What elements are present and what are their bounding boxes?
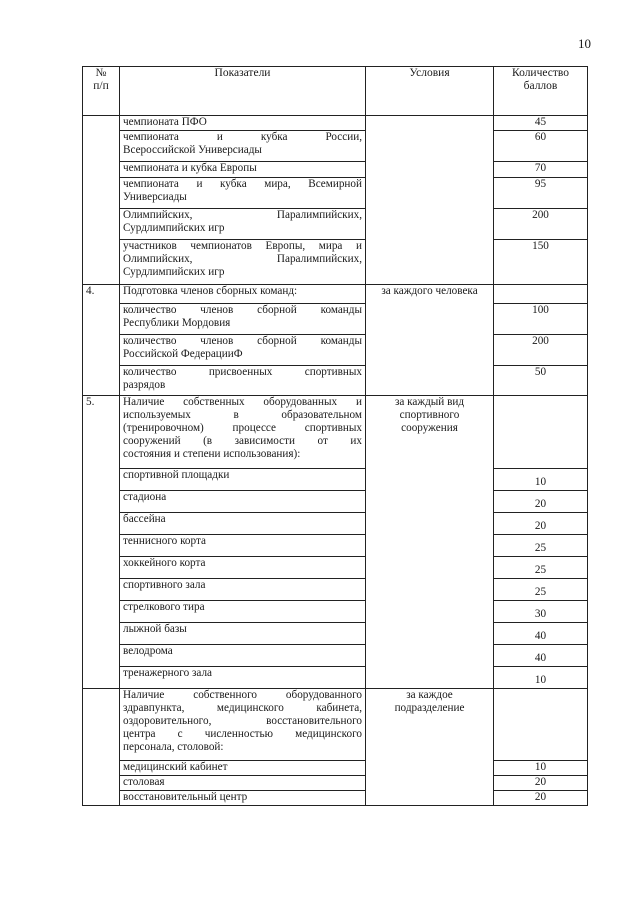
indicator-cell: спортивной площадки	[120, 469, 366, 491]
score-cell: 50	[494, 366, 588, 396]
table-row	[83, 469, 588, 491]
table-row	[83, 335, 588, 366]
score-cell: 10	[494, 667, 588, 689]
indicator-cell: Подготовка членов сборных команд:	[120, 285, 366, 304]
indicator-cell: чемпионата и кубка Европы	[120, 162, 366, 178]
score-cell: 40	[494, 645, 588, 667]
table-row	[83, 116, 588, 131]
condition-cell-empty	[366, 116, 494, 285]
indicator-cell: спортивного зала	[120, 579, 366, 601]
indicator-cell: велодрома	[120, 645, 366, 667]
table-row	[83, 240, 588, 285]
table-row	[83, 601, 588, 623]
indicator-cell: стадиона	[120, 491, 366, 513]
table-row	[83, 513, 588, 535]
table-row	[83, 791, 588, 806]
table-row	[83, 366, 588, 396]
table-row	[83, 557, 588, 579]
table-row	[83, 178, 588, 209]
header-num: № п/п	[83, 67, 120, 116]
table-row-group-6-title	[83, 689, 588, 761]
header-indicator: Показатели	[120, 67, 366, 116]
score-cell: 10	[494, 469, 588, 491]
table-row	[83, 579, 588, 601]
table-row	[83, 645, 588, 667]
scores-table	[82, 66, 588, 806]
indicator-cell: чемпионата и кубка России, Всероссийской Универсиады	[120, 131, 366, 162]
indicator-cell: чемпионата ПФО	[120, 116, 366, 131]
num-cell-empty	[83, 116, 120, 285]
table-row-group-4-title	[83, 285, 588, 304]
indicator-cell: Наличие собственного оборудованного здравпункта, медицинского кабинета, оздоровительного, восстановительного центра с численностью медицинского персонала, столовой:	[120, 689, 366, 761]
header-score: Количество баллов	[494, 67, 588, 116]
table-row	[83, 131, 588, 162]
score-cell: 10	[494, 761, 588, 776]
score-cell: 95	[494, 178, 588, 209]
table-row	[83, 304, 588, 335]
indicator-cell: лыжной базы	[120, 623, 366, 645]
table-row	[83, 491, 588, 513]
score-cell: 20	[494, 791, 588, 806]
indicator-cell: количество членов сборной команды Российской ФедерацииФ	[120, 335, 366, 366]
page-number: 10	[578, 36, 591, 51]
indicator-cell: Олимпийских, Паралимпийских, Сурдлимпийских игр	[120, 209, 366, 240]
score-cell: 40	[494, 623, 588, 645]
score-cell: 25	[494, 579, 588, 601]
score-cell: 45	[494, 116, 588, 131]
indicator-cell: теннисного корта	[120, 535, 366, 557]
score-cell: 100	[494, 304, 588, 335]
score-cell: 25	[494, 557, 588, 579]
indicator-cell: медицинский кабинет	[120, 761, 366, 776]
table-row	[83, 162, 588, 178]
condition-cell: за каждого человека	[366, 285, 494, 396]
indicator-cell: тренажерного зала	[120, 667, 366, 689]
table-row	[83, 623, 588, 645]
indicator-cell: стрелкового тира	[120, 601, 366, 623]
num-cell: 5.	[83, 396, 120, 689]
table-row	[83, 209, 588, 240]
score-cell: 20	[494, 491, 588, 513]
num-cell: 4.	[83, 285, 120, 396]
indicator-cell: бассейна	[120, 513, 366, 535]
score-cell-empty	[494, 396, 588, 469]
indicator-cell: количество членов сборной команды Республики Мордовия	[120, 304, 366, 335]
table-row-group-5-title	[83, 396, 588, 469]
condition-cell: за каждое подразделение	[366, 689, 494, 806]
indicator-cell: участников чемпионатов Европы, мира и Олимпийских, Паралимпийских, Сурдлимпийских игр	[120, 240, 366, 285]
score-cell: 25	[494, 535, 588, 557]
score-cell: 20	[494, 513, 588, 535]
header-conditions: Условия	[366, 67, 494, 116]
score-cell-empty	[494, 285, 588, 304]
score-cell: 60	[494, 131, 588, 162]
table-row	[83, 776, 588, 791]
num-cell-empty	[83, 689, 120, 806]
score-cell: 30	[494, 601, 588, 623]
table-row	[83, 535, 588, 557]
score-cell: 20	[494, 776, 588, 791]
score-cell: 70	[494, 162, 588, 178]
score-cell-empty	[494, 689, 588, 761]
indicator-cell: восстановительный центр	[120, 791, 366, 806]
table-header-row	[83, 67, 588, 116]
indicator-cell: чемпионата и кубка мира, Всемирной Универсиады	[120, 178, 366, 209]
table-row	[83, 667, 588, 689]
indicator-cell: хоккейного корта	[120, 557, 366, 579]
score-cell: 200	[494, 209, 588, 240]
indicator-cell: количество присвоенных спортивных разрядов	[120, 366, 366, 396]
score-cell: 150	[494, 240, 588, 285]
table-row	[83, 761, 588, 776]
indicator-cell: Наличие собственных оборудованных и используемых в образовательном (тренировочном) процессе спортивных сооружений (в зависимости от их состояния и степени использования):	[120, 396, 366, 469]
indicator-cell: столовая	[120, 776, 366, 791]
condition-cell: за каждый вид спортивного сооружения	[366, 396, 494, 689]
score-cell: 200	[494, 335, 588, 366]
